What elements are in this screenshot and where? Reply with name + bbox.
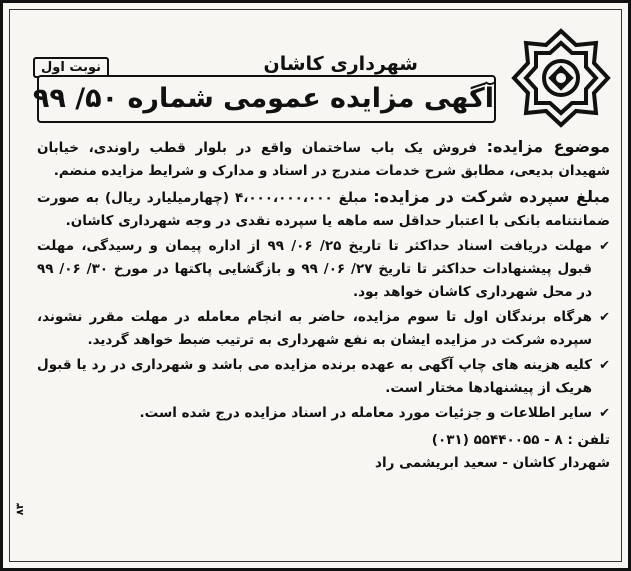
- subject-text: فروش یک باب ساختمان واقع در بلوار قطب راوندی، خیابان شهیدان بدیعی، مطابق شرح خدمات مندرج در اسناد و مدارک و شرایط مزایده منضم.: [37, 140, 610, 179]
- deposit-paragraph: [37, 185, 610, 233]
- list-item: ✔ مهلت دریافت اسناد حداکثر تا تاریخ ۲۵/ ۰۶/ ۹۹ از اداره پیمان و رسیدگی، مهلت قبول پیشنهادات حداکثر تا تاریخ ۲۷/ ۰۶/ ۹۹ و بازگشایی پاکتها در مورخ ۳۰/ ۰۶/ ۹۹ در محل شهرداری کاشان خواهد بود.: [37, 235, 610, 304]
- list-item: ✔ کلیه هزینه های چاپ آگهی به عهده برنده مزایده می باشد و شهرداری در رد یا قبول هریک از پیشنهادها مختار است.: [37, 354, 610, 400]
- list-item: ✔ هرگاه برندگان اول تا سوم مزایده، حاضر به انجام معامله در مهلت مقرر نشوند، سپرده شرکت در مزایده ایشان به نفع شهرداری به ترتیب ضبط خواهد گردید.: [37, 306, 610, 352]
- title-box: [32, 75, 496, 123]
- notice-body: [37, 135, 610, 475]
- deposit-text: مبلغ ۴،۰۰۰،۰۰۰،۰۰۰ (چهارمیلیارد ریال) به صورت ضمانتنامه بانکی با اعتبار حداقل سه ماهه یا سپرده نقدی در وجه شهرداری کاشان.: [37, 190, 610, 229]
- municipality-name: شهرداری کاشان: [254, 53, 429, 75]
- list-item: ✔ سایر اطلاعات و جزئیات مورد معامله در اسناد مزایده درج شده است.: [37, 402, 610, 425]
- conditions-list: [37, 235, 610, 425]
- notice-header: [3, 17, 628, 127]
- subject-label: موضوع مزایده:: [486, 137, 610, 156]
- notice-title: آگهی مزایده عمومی شماره ۵۰/ ۹۹: [32, 83, 494, 114]
- subject-paragraph: [37, 135, 610, 183]
- signature: شهردار کاشان - سعید ابریشمی راد: [375, 455, 610, 471]
- phone-number: تلفن : ۸ - ۵۵۴۴۰۰۵۵ (۰۳۱): [431, 432, 610, 448]
- round-badge: نوبت اول: [33, 57, 109, 78]
- deposit-label: مبلغ سپرده شرکت در مزایده:: [373, 187, 611, 206]
- side-code: ۸۳: [15, 503, 26, 516]
- contact-block: [37, 429, 610, 475]
